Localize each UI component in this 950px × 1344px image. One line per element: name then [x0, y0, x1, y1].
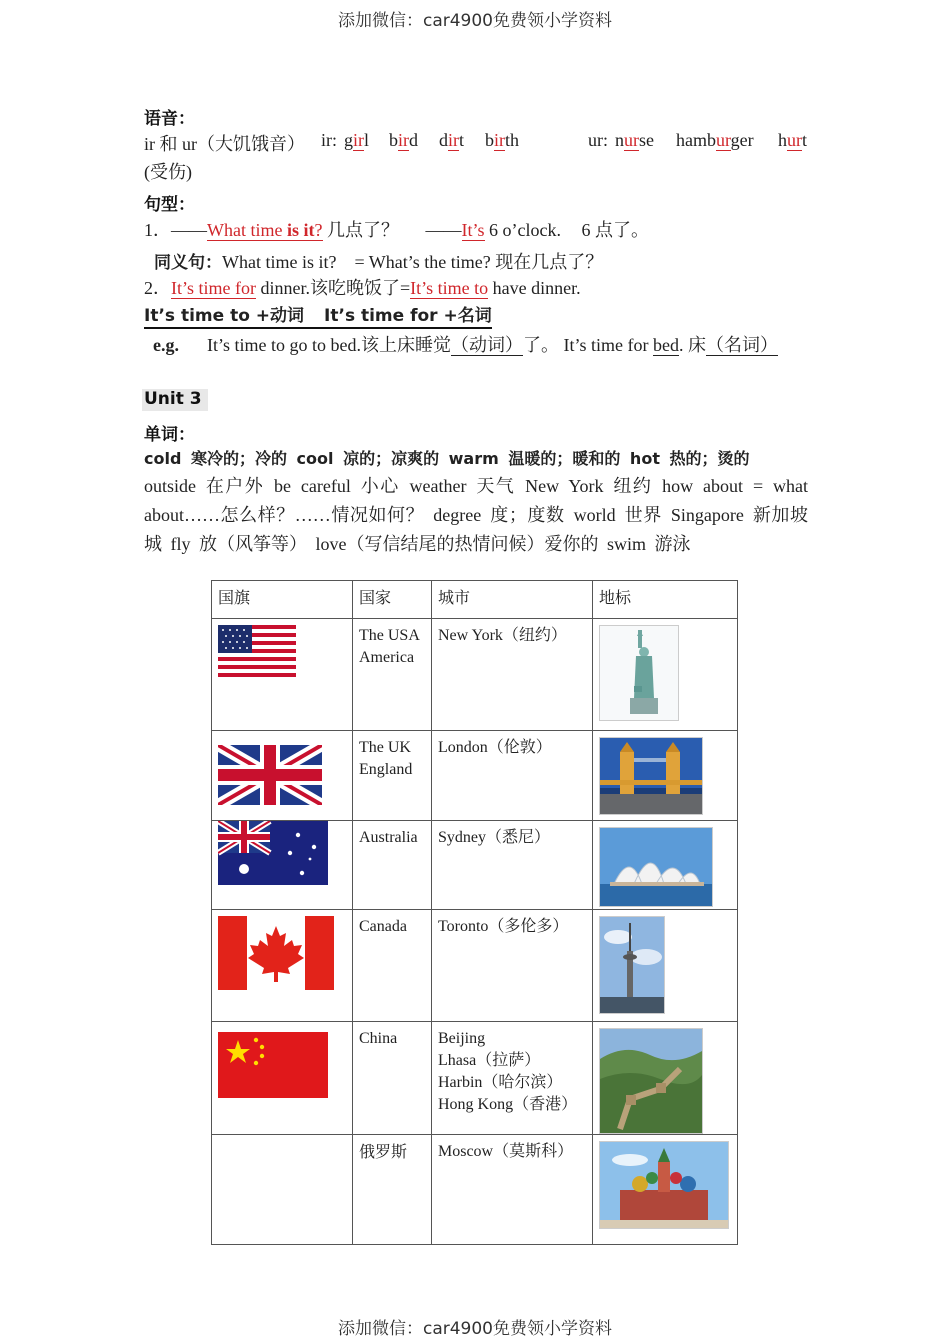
country-name: The UK	[359, 739, 411, 756]
country-cell	[353, 1135, 432, 1245]
phonics-ir-prefix: ir:	[321, 130, 337, 150]
watermark-top: 添加微信：car4900免费领小学资料	[337, 11, 613, 31]
country-cell	[353, 731, 432, 821]
landmark-cell	[593, 619, 738, 731]
flag-cell	[212, 910, 353, 1022]
phonics-ir-word-2: bird	[389, 130, 418, 150]
vocab-heading: 单词：	[144, 425, 195, 445]
city-cell	[432, 1135, 593, 1245]
tower-bridge-image	[599, 737, 703, 815]
watermark-ghost-line	[0, 26, 950, 36]
table-row	[212, 821, 738, 910]
table-header-row	[212, 581, 738, 619]
landmark-cell	[593, 821, 738, 910]
phonics-ur-word-2: hamburger	[676, 130, 754, 150]
phonics-ir-word-3: dirt	[439, 130, 465, 150]
vocab-text: outside 在户外 be careful 小心 weather 天气 New York 纽约 how about = what about……怎么样？……情况如何？ degree 度；度数 world 世界 Singapore 新加坡城 fly 放（风筝等） love（写信结尾的热情问候）爱你的 swim 游泳	[144, 476, 808, 554]
country-name: Australia	[359, 829, 418, 846]
phonics-ir-label: ir 和 ur（大饥饿音）	[144, 134, 305, 154]
city-cell	[432, 1022, 593, 1135]
country-cell	[353, 1022, 432, 1135]
hurt-meaning: (受伤)	[144, 162, 192, 182]
header-landmark: 地标	[593, 581, 738, 619]
phonics-ur-prefix: ur:	[588, 130, 608, 150]
country-name: Canada	[359, 918, 407, 935]
phonics-heading: 语音：	[144, 109, 195, 129]
country-name: China	[359, 1030, 398, 1047]
canada-flag-icon	[218, 916, 334, 990]
uk-flag-icon	[218, 745, 322, 805]
flag-cell	[212, 731, 353, 821]
flag-cell	[212, 1022, 353, 1135]
flag-cell	[212, 821, 353, 910]
country-cell	[353, 821, 432, 910]
city-name: London（伦敦）	[438, 739, 552, 756]
city-name: Toronto（多伦多）	[438, 918, 569, 935]
header-city: 城市	[432, 581, 593, 619]
country-name-alt: England	[359, 761, 413, 778]
australia-flag-icon	[218, 821, 328, 885]
city-name: Harbin（哈尔滨）	[438, 1074, 563, 1091]
table-row	[212, 1022, 738, 1135]
unit-3-title: Unit 3	[142, 389, 208, 411]
city-cell	[432, 821, 593, 910]
city-name: Sydney（悉尼）	[438, 829, 551, 846]
statue-of-liberty-image	[599, 625, 679, 721]
cn-tower-image	[599, 916, 665, 1014]
landmark-cell	[593, 910, 738, 1022]
china-flag-icon	[218, 1032, 328, 1098]
city-cell	[432, 910, 593, 1022]
city-name: Moscow（莫斯科）	[438, 1143, 574, 1160]
country-table	[211, 580, 738, 1245]
country-cell	[353, 619, 432, 731]
phonics-ur-word-3: hurt	[778, 130, 808, 150]
country-name: The USA	[359, 627, 420, 644]
usa-flag-icon	[218, 625, 296, 677]
landmark-cell	[593, 1135, 738, 1245]
country-name: 俄罗斯	[359, 1142, 408, 1161]
city-name: Lhasa（拉萨）	[438, 1052, 541, 1069]
great-wall-image	[599, 1028, 703, 1134]
table-row	[212, 1135, 738, 1245]
header-flag: 国旗	[212, 581, 353, 619]
phonics-ur-word-1: nurse	[615, 130, 654, 150]
sentences-heading: 句型：	[144, 195, 195, 215]
city-name: Beijing	[438, 1030, 486, 1047]
flag-cell	[212, 619, 353, 731]
sydney-opera-house-image	[599, 827, 713, 907]
city-cell	[432, 731, 593, 821]
table-row	[212, 619, 738, 731]
header-country: 国家	[353, 581, 432, 619]
watermark-bottom: 添加微信：car4900免费领小学资料	[337, 1319, 613, 1339]
synonym-sentence: 同义句：What time is it? = What’s the time? 现在几点了？	[154, 252, 604, 273]
flag-cell	[212, 1135, 353, 1245]
table-row	[212, 910, 738, 1022]
phonics-ir-word-1: girl	[344, 130, 370, 150]
vocab-bold-line: cold 寒冷的；冷的 cool 凉的；凉爽的 warm 温暖的；暖和的 hot 热的；烫的	[144, 449, 750, 468]
example-sentence: e.g. It’s time to go to bed.该上床睡觉（动词）了。 It’s time for bed. 床（名词）	[153, 335, 778, 355]
city-name: New York（纽约）	[438, 627, 567, 644]
st-basils-cathedral-image	[599, 1141, 729, 1229]
sentence-2: 2．It’s time for dinner.该吃晚饭了=It’s time to have dinner.	[144, 278, 581, 298]
sentence-1: 1．——What time is it? 几点了？ ——It’s 6 o’clock. 6 点了。	[144, 220, 649, 240]
landmark-cell	[593, 1022, 738, 1135]
country-name-alt: America	[359, 649, 415, 666]
grammar-rule: It’s time to +动词 It’s time for +名词	[144, 301, 492, 329]
country-cell	[353, 910, 432, 1022]
city-cell	[432, 619, 593, 731]
landmark-cell	[593, 731, 738, 821]
table-row	[212, 731, 738, 821]
phonics-ir-word-4: birth	[485, 130, 520, 150]
city-name: Hong Kong（香港）	[438, 1096, 578, 1113]
